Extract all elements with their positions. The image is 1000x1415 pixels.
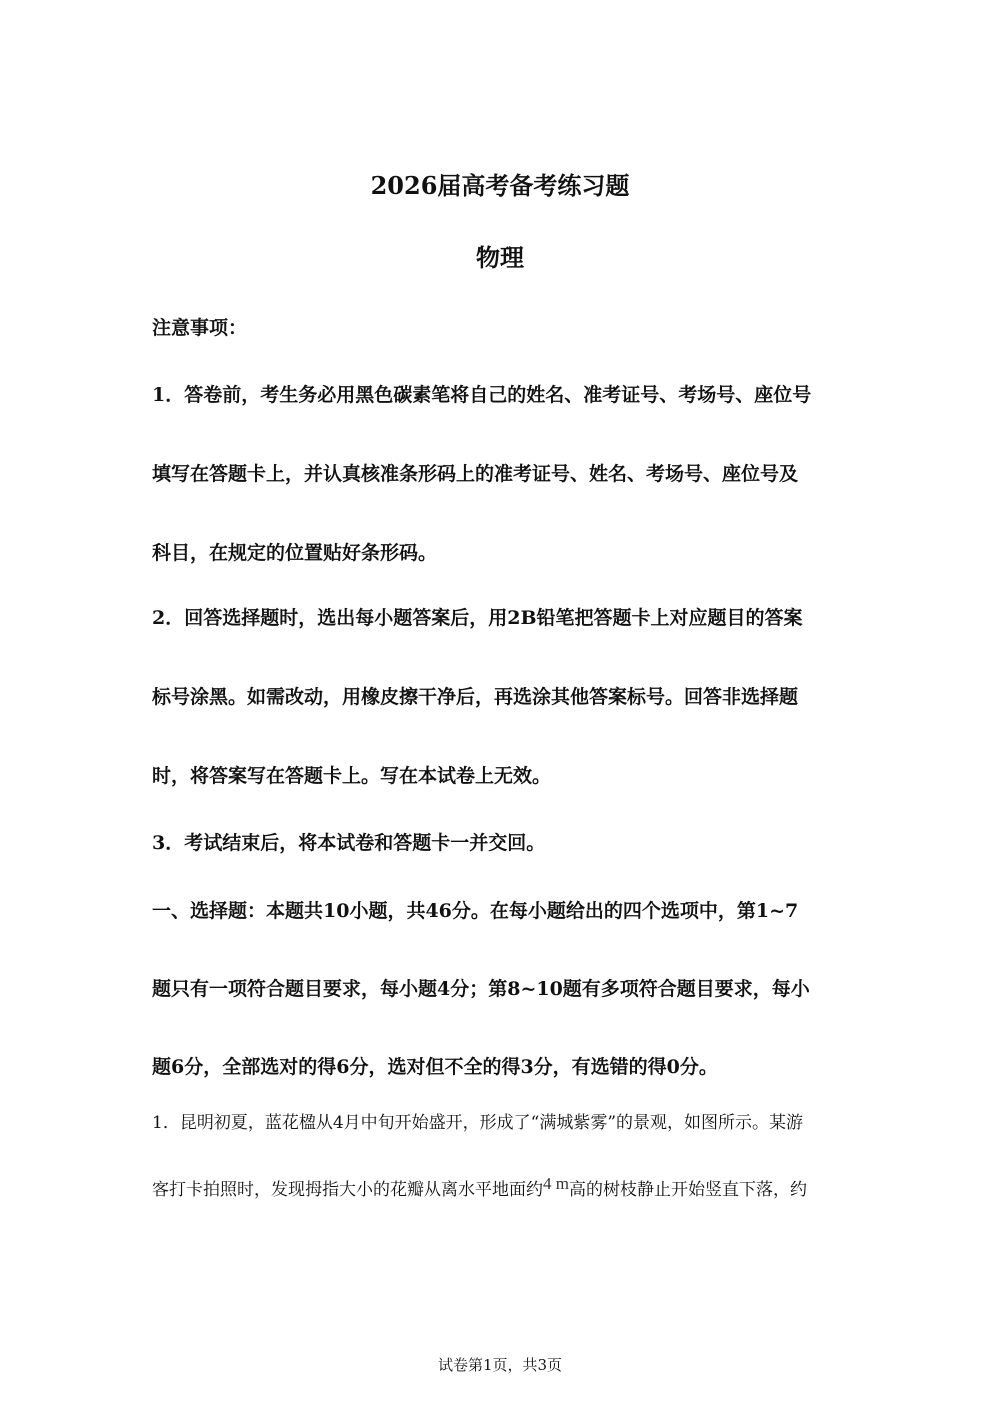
- notice-line-5: 标号涂黑。如需改动，用橡皮擦干净后，再选涂其他答案标号。回答非选择题: [152, 686, 799, 708]
- question-1-line-2: [152, 1174, 807, 1202]
- notice-line-3: 科目，在规定的位置贴好条形码。: [152, 542, 438, 564]
- page-footer: 试卷第1页，共3页: [437, 1356, 563, 1374]
- notice-line-6: 时，将答案写在答题卡上。写在本试卷上无效。: [152, 765, 552, 787]
- section-line-2: 题只有一项符合题目要求，每小题4分；第8~10题有多项符合题目要求，每小: [152, 978, 810, 1000]
- notice-line-2: 填写在答题卡上，并认真核准条形码上的准考证号、姓名、考场号、座位号及: [152, 463, 799, 485]
- question-1-text-after: 高的树枝静止开始竖直下落，约: [568, 1180, 807, 1200]
- section-line-3: 题6分，全部选对的得6分，选对但不全的得3分，有选错的得0分。: [152, 1056, 718, 1078]
- notice-heading: 注意事项：: [152, 317, 248, 339]
- question-1-line-1: 1．昆明初夏，蓝花楹从4月中旬开始盛开，形成了“满城紫雾”的景观，如图所示。某游: [152, 1113, 804, 1133]
- section-line-1: 一、选择题：本题共10小题，共46分。在每小题给出的四个选项中，第1~7: [152, 900, 799, 922]
- notice-line-4: 2．回答选择题时，选出每小题答案后，用2B铅笔把答题卡上对应题目的答案: [152, 607, 803, 629]
- subject-title: 物理: [476, 243, 524, 272]
- notice-line-1: 1．答卷前，考生务必用黑色碳素笔将自己的姓名、准考证号、考场号、座位号: [152, 384, 812, 406]
- exam-title: 2026届高考备考练习题: [370, 171, 630, 200]
- height-value: 4 m: [543, 1174, 569, 1193]
- notice-line-7: 3．考试结束后，将本试卷和答题卡一并交回。: [152, 832, 546, 854]
- question-1-text-before: 客打卡拍照时，发现拇指大小的花瓣从离水平地面约: [152, 1180, 543, 1200]
